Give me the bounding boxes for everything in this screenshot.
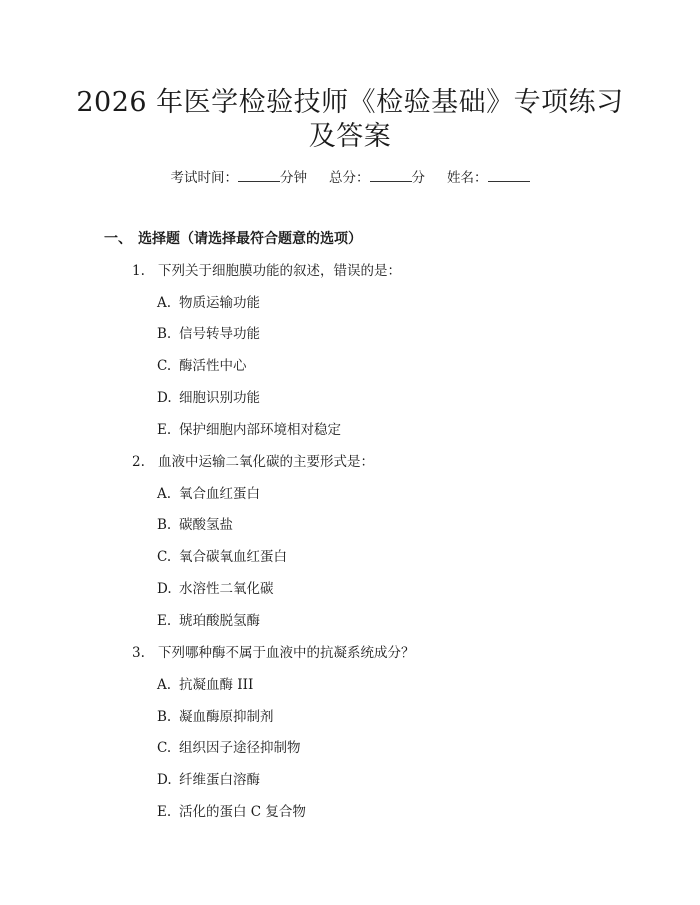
option-text: 活化的蛋白 C 复合物: [179, 804, 306, 820]
option-letter: B.: [157, 709, 172, 725]
option-text: 纤维蛋白溶酶: [179, 772, 260, 788]
option-text: 保护细胞内部环境相对稳定: [179, 422, 341, 438]
option-letter: C.: [157, 549, 172, 565]
document-title-line-2: 及答案: [308, 121, 392, 152]
question-1-option-a: [157, 293, 260, 313]
question-1: [132, 261, 401, 281]
question-1-option-b: [157, 324, 260, 344]
option-letter: D.: [157, 390, 172, 406]
total-score-blank: [370, 168, 412, 182]
question-2-option-b: [157, 515, 233, 535]
option-letter: B.: [157, 517, 172, 533]
section-number: 一、: [104, 231, 132, 247]
section-title: 选择题（请选择最符合题意的选项）: [138, 231, 362, 247]
total-score-field: [329, 168, 425, 188]
question-2-option-a: [157, 484, 260, 504]
option-text: 物质运输功能: [179, 295, 260, 311]
question-2-option-c: [157, 547, 287, 567]
question-text: 血液中运输二氧化碳的主要形式是：: [158, 454, 374, 470]
exam-info-row: [0, 168, 700, 188]
question-text: 下列哪种酶不属于血液中的抗凝系统成分？: [158, 645, 415, 661]
option-text: 组织因子途径抑制物: [179, 740, 301, 756]
option-letter: E.: [157, 613, 172, 629]
question-3-option-d: [157, 770, 260, 790]
question-number: 3.: [132, 645, 145, 661]
option-text: 抗凝血酶 III: [179, 677, 254, 693]
option-letter: A.: [157, 486, 172, 502]
question-3-option-c: [157, 738, 301, 758]
name-field: [447, 168, 530, 188]
question-1-option-d: [157, 388, 260, 408]
question-number: 2.: [132, 454, 145, 470]
option-letter: E.: [157, 804, 172, 820]
option-letter: B.: [157, 326, 172, 342]
total-score-unit: 分: [411, 170, 425, 186]
document-title-line-1: 2026 年医学检验技师《检验基础》专项练习: [76, 87, 624, 118]
question-1-option-c: [157, 356, 247, 376]
option-text: 琥珀酸脱氢酶: [179, 613, 260, 629]
option-letter: E.: [157, 422, 172, 438]
question-2: [132, 452, 374, 472]
option-letter: D.: [157, 581, 172, 597]
option-letter: A.: [157, 677, 172, 693]
option-text: 信号转导功能: [179, 326, 260, 342]
option-letter: C.: [157, 740, 172, 756]
option-text: 氧合血红蛋白: [179, 486, 260, 502]
question-number: 1.: [132, 263, 145, 279]
option-text: 水溶性二氧化碳: [179, 581, 274, 597]
option-text: 酶活性中心: [179, 358, 247, 374]
question-text: 下列关于细胞膜功能的叙述，错误的是：: [158, 263, 401, 279]
option-text: 细胞识别功能: [179, 390, 260, 406]
exam-time-unit: 分钟: [280, 170, 307, 186]
total-score-label: 总分：: [329, 170, 370, 186]
question-3: [132, 643, 415, 663]
name-label: 姓名：: [447, 170, 488, 186]
question-1-option-e: [157, 420, 341, 440]
exam-time-field: [171, 168, 308, 188]
name-blank: [488, 168, 530, 182]
question-3-option-e: [157, 802, 306, 822]
option-letter: C.: [157, 358, 172, 374]
option-letter: A.: [157, 295, 172, 311]
exam-time-label: 考试时间：: [170, 170, 238, 186]
question-3-option-a: [157, 675, 253, 695]
question-2-option-d: [157, 579, 274, 599]
question-2-option-e: [157, 611, 260, 631]
section-heading: [104, 229, 362, 249]
exam-time-blank: [238, 168, 280, 182]
option-text: 凝血酶原抑制剂: [179, 709, 274, 725]
option-text: 碳酸氢盐: [179, 517, 233, 533]
option-text: 氧合碳氧血红蛋白: [179, 549, 287, 565]
question-3-option-b: [157, 707, 274, 727]
option-letter: D.: [157, 772, 172, 788]
